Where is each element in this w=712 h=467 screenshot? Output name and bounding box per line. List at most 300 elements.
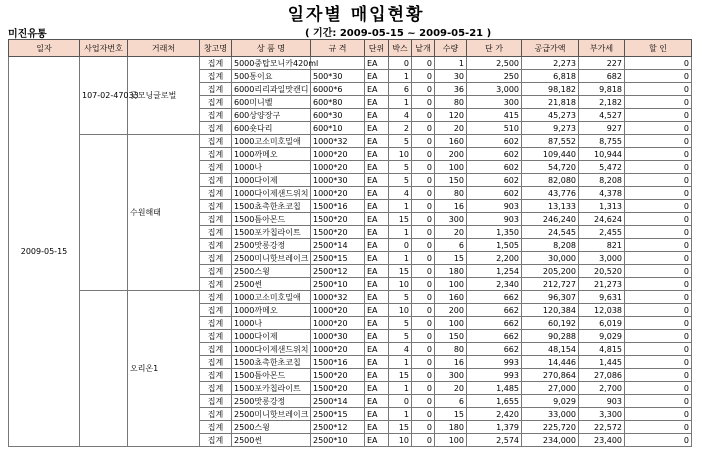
warehouse-cell: 집계	[200, 382, 232, 395]
spec-cell: 1000*32	[311, 135, 365, 148]
spec-cell: 6000*6	[311, 83, 365, 96]
unit-price-cell: 602	[467, 148, 522, 161]
piece-cell: 0	[412, 343, 435, 356]
unit-cell: EA	[365, 161, 389, 174]
piece-cell: 0	[412, 148, 435, 161]
supply-amount-cell: 82,080	[522, 174, 579, 187]
vat-cell: 9,029	[579, 330, 625, 343]
vendor-cell: 오리온1	[128, 291, 200, 447]
warehouse-cell: 집계	[200, 174, 232, 187]
product-name-cell: 1000나	[232, 161, 311, 174]
unit-price-cell: 662	[467, 330, 522, 343]
product-name-cell: 1000고소미호밀애	[232, 135, 311, 148]
unit-cell: EA	[365, 356, 389, 369]
col-header: 부가세	[579, 40, 625, 57]
warehouse-cell: 집계	[200, 96, 232, 109]
warehouse-cell: 집계	[200, 291, 232, 304]
unit-cell: EA	[365, 83, 389, 96]
product-name-cell: 600미니벨	[232, 96, 311, 109]
vat-cell: 9,818	[579, 83, 625, 96]
report-title: 일자별 매입현황	[287, 5, 425, 25]
spec-cell: 1000*32	[311, 291, 365, 304]
spec-cell: 1000*20	[311, 304, 365, 317]
vat-cell: 22,572	[579, 421, 625, 434]
purchase-table	[8, 39, 692, 447]
header-row	[9, 40, 692, 57]
vat-cell: 927	[579, 122, 625, 135]
quantity-cell: 16	[435, 200, 467, 213]
discount-cell: 0	[625, 226, 692, 239]
piece-cell: 0	[412, 70, 435, 83]
unit-price-cell: 602	[467, 174, 522, 187]
unit-cell: EA	[365, 252, 389, 265]
warehouse-cell: 집계	[200, 122, 232, 135]
supply-amount-cell: 14,446	[522, 356, 579, 369]
discount-cell: 0	[625, 83, 692, 96]
box-cell: 0	[389, 395, 412, 408]
product-name-cell: 1000다이제	[232, 330, 311, 343]
piece-cell: 0	[412, 187, 435, 200]
supply-amount-cell: 30,000	[522, 252, 579, 265]
vat-cell: 8,755	[579, 135, 625, 148]
warehouse-cell: 집계	[200, 187, 232, 200]
col-header: 사업자번호	[80, 40, 128, 57]
box-cell: 5	[389, 135, 412, 148]
box-cell: 15	[389, 369, 412, 382]
supply-amount-cell: 87,552	[522, 135, 579, 148]
discount-cell: 0	[625, 70, 692, 83]
box-cell: 15	[389, 421, 412, 434]
product-name-cell: 2500스윙	[232, 265, 311, 278]
unit-price-cell: 662	[467, 317, 522, 330]
company-name: 미진유통	[8, 29, 47, 40]
vat-cell: 3,300	[579, 408, 625, 421]
supply-amount-cell: 205,200	[522, 265, 579, 278]
quantity-cell: 150	[435, 330, 467, 343]
warehouse-cell: 집계	[200, 278, 232, 291]
discount-cell: 0	[625, 356, 692, 369]
vat-cell: 821	[579, 239, 625, 252]
box-cell: 1	[389, 382, 412, 395]
vat-cell: 3,000	[579, 252, 625, 265]
spec-cell: 2500*15	[311, 252, 365, 265]
piece-cell: 0	[412, 421, 435, 434]
discount-cell: 0	[625, 330, 692, 343]
box-cell: 4	[389, 187, 412, 200]
supply-amount-cell: 21,818	[522, 96, 579, 109]
spec-cell: 1500*20	[311, 226, 365, 239]
product-name-cell: 1000까메오	[232, 148, 311, 161]
quantity-cell: 80	[435, 187, 467, 200]
piece-cell: 0	[412, 291, 435, 304]
piece-cell: 0	[412, 239, 435, 252]
unit-cell: EA	[365, 304, 389, 317]
unit-cell: EA	[365, 317, 389, 330]
unit-price-cell: 1,350	[467, 226, 522, 239]
discount-cell: 0	[625, 395, 692, 408]
warehouse-cell: 집계	[200, 434, 232, 447]
product-name-cell: 1500쵸촉한초코칩	[232, 356, 311, 369]
discount-cell: 0	[625, 252, 692, 265]
quantity-cell: 20	[435, 382, 467, 395]
discount-cell: 0	[625, 265, 692, 278]
quantity-cell: 100	[435, 434, 467, 447]
piece-cell: 0	[412, 135, 435, 148]
report-period: ( 기간: 2009-05-15 ~ 2009-05-21 )	[305, 28, 492, 39]
unit-price-cell: 2,340	[467, 278, 522, 291]
col-header: 규 격	[311, 40, 365, 57]
table-row	[9, 291, 692, 304]
unit-cell: EA	[365, 369, 389, 382]
product-name-cell: 1500틈아몬드	[232, 369, 311, 382]
col-header: 창고명	[200, 40, 232, 57]
supply-amount-cell: 9,273	[522, 122, 579, 135]
vat-cell: 6,019	[579, 317, 625, 330]
unit-cell: EA	[365, 96, 389, 109]
unit-price-cell: 2,574	[467, 434, 522, 447]
discount-cell: 0	[625, 109, 692, 122]
unit-price-cell: 2,500	[467, 57, 522, 70]
discount-cell: 0	[625, 421, 692, 434]
vat-cell: 682	[579, 70, 625, 83]
vat-cell: 4,527	[579, 109, 625, 122]
unit-price-cell: 300	[467, 96, 522, 109]
table-row	[9, 57, 692, 70]
vat-cell: 1,313	[579, 200, 625, 213]
supply-amount-cell: 48,154	[522, 343, 579, 356]
supply-amount-cell: 24,545	[522, 226, 579, 239]
col-header: 할 인	[625, 40, 692, 57]
unit-price-cell: 415	[467, 109, 522, 122]
product-name-cell: 600숏다리	[232, 122, 311, 135]
col-header: 수량	[435, 40, 467, 57]
piece-cell: 0	[412, 408, 435, 421]
supply-amount-cell: 120,384	[522, 304, 579, 317]
quantity-cell: 80	[435, 96, 467, 109]
spec-cell: 1500*20	[311, 369, 365, 382]
unit-cell: EA	[365, 265, 389, 278]
vat-cell: 12,038	[579, 304, 625, 317]
unit-price-cell: 510	[467, 122, 522, 135]
quantity-cell: 160	[435, 291, 467, 304]
piece-cell: 0	[412, 278, 435, 291]
unit-cell: EA	[365, 408, 389, 421]
quantity-cell: 100	[435, 161, 467, 174]
product-name-cell: 1500포카칩라이트	[232, 226, 311, 239]
supply-amount-cell: 96,307	[522, 291, 579, 304]
box-cell: 1	[389, 356, 412, 369]
spec-cell: 1500*20	[311, 213, 365, 226]
warehouse-cell: 집계	[200, 148, 232, 161]
piece-cell: 0	[412, 174, 435, 187]
quantity-cell: 200	[435, 148, 467, 161]
box-cell: 10	[389, 304, 412, 317]
unit-price-cell: 1,485	[467, 382, 522, 395]
product-name-cell: 2500맛롱강정	[232, 395, 311, 408]
vat-cell: 23,400	[579, 434, 625, 447]
warehouse-cell: 집계	[200, 83, 232, 96]
box-cell: 1	[389, 70, 412, 83]
unit-price-cell: 602	[467, 135, 522, 148]
warehouse-cell: 집계	[200, 369, 232, 382]
vat-cell: 4,378	[579, 187, 625, 200]
box-cell: 15	[389, 265, 412, 278]
quantity-cell: 15	[435, 408, 467, 421]
unit-price-cell: 602	[467, 161, 522, 174]
col-header: 일자	[9, 40, 80, 57]
unit-cell: EA	[365, 148, 389, 161]
vendor-cell: 수원해태	[128, 135, 200, 291]
piece-cell: 0	[412, 213, 435, 226]
unit-price-cell: 903	[467, 213, 522, 226]
discount-cell: 0	[625, 278, 692, 291]
box-cell: 1	[389, 226, 412, 239]
unit-cell: EA	[365, 213, 389, 226]
warehouse-cell: 집계	[200, 421, 232, 434]
product-name-cell: 2500미니핫브레이크	[232, 408, 311, 421]
product-name-cell: 1000다이제샌드위치	[232, 343, 311, 356]
spec-cell	[311, 57, 365, 70]
product-name-cell: 1000고소미호밀애	[232, 291, 311, 304]
box-cell: 4	[389, 343, 412, 356]
supply-amount-cell: 270,864	[522, 369, 579, 382]
piece-cell: 0	[412, 57, 435, 70]
supply-amount-cell: 6,818	[522, 70, 579, 83]
box-cell: 4	[389, 109, 412, 122]
warehouse-cell: 집계	[200, 395, 232, 408]
quantity-cell: 180	[435, 421, 467, 434]
unit-cell: EA	[365, 291, 389, 304]
piece-cell: 0	[412, 317, 435, 330]
discount-cell: 0	[625, 317, 692, 330]
piece-cell: 0	[412, 304, 435, 317]
unit-price-cell: 3,000	[467, 83, 522, 96]
box-cell: 1	[389, 200, 412, 213]
box-cell: 5	[389, 330, 412, 343]
discount-cell: 0	[625, 291, 692, 304]
warehouse-cell: 집계	[200, 317, 232, 330]
supply-amount-cell: 109,440	[522, 148, 579, 161]
supply-amount-cell: 54,720	[522, 161, 579, 174]
col-header: 단 가	[467, 40, 522, 57]
product-name-cell: 2500썬	[232, 434, 311, 447]
piece-cell: 0	[412, 161, 435, 174]
supply-amount-cell: 33,000	[522, 408, 579, 421]
unit-cell: EA	[365, 434, 389, 447]
supply-amount-cell: 9,029	[522, 395, 579, 408]
piece-cell: 0	[412, 109, 435, 122]
spec-cell: 1000*20	[311, 187, 365, 200]
spec-cell: 600*30	[311, 109, 365, 122]
spec-cell: 2500*12	[311, 265, 365, 278]
spec-cell: 2500*10	[311, 434, 365, 447]
piece-cell: 0	[412, 83, 435, 96]
quantity-cell: 15	[435, 252, 467, 265]
warehouse-cell: 집계	[200, 304, 232, 317]
unit-price-cell: 662	[467, 291, 522, 304]
quantity-cell: 120	[435, 109, 467, 122]
unit-cell: EA	[365, 135, 389, 148]
box-cell: 15	[389, 213, 412, 226]
quantity-cell: 100	[435, 317, 467, 330]
vat-cell: 227	[579, 57, 625, 70]
warehouse-cell: 집계	[200, 252, 232, 265]
quantity-cell: 180	[435, 265, 467, 278]
product-name-cell: 2500썬	[232, 278, 311, 291]
piece-cell: 0	[412, 382, 435, 395]
vat-cell: 903	[579, 395, 625, 408]
supply-amount-cell: 234,000	[522, 434, 579, 447]
product-name-cell: 6000리리과일맛캔디	[232, 83, 311, 96]
unit-price-cell: 662	[467, 304, 522, 317]
unit-cell: EA	[365, 278, 389, 291]
discount-cell: 0	[625, 135, 692, 148]
piece-cell: 0	[412, 369, 435, 382]
warehouse-cell: 집계	[200, 135, 232, 148]
business-number-cell: 107-02-47033	[80, 57, 128, 135]
piece-cell: 0	[412, 330, 435, 343]
warehouse-cell: 집계	[200, 161, 232, 174]
spec-cell: 1000*30	[311, 330, 365, 343]
supply-amount-cell: 90,288	[522, 330, 579, 343]
unit-cell: EA	[365, 382, 389, 395]
quantity-cell: 20	[435, 122, 467, 135]
spec-cell: 1500*20	[311, 382, 365, 395]
warehouse-cell: 집계	[200, 109, 232, 122]
piece-cell: 0	[412, 252, 435, 265]
unit-price-cell: 2,420	[467, 408, 522, 421]
box-cell: 1	[389, 408, 412, 421]
supply-amount-cell: 27,000	[522, 382, 579, 395]
unit-price-cell: 662	[467, 343, 522, 356]
discount-cell: 0	[625, 434, 692, 447]
box-cell: 5	[389, 317, 412, 330]
discount-cell: 0	[625, 369, 692, 382]
unit-cell: EA	[365, 395, 389, 408]
quantity-cell: 150	[435, 174, 467, 187]
discount-cell: 0	[625, 382, 692, 395]
table-row	[9, 135, 692, 148]
spec-cell: 2500*14	[311, 395, 365, 408]
quantity-cell: 20	[435, 226, 467, 239]
col-header: 낱개	[412, 40, 435, 57]
product-name-cell: 500통이요	[232, 70, 311, 83]
date-cell: 2009-05-15	[9, 57, 80, 447]
unit-cell: EA	[365, 200, 389, 213]
unit-cell: EA	[365, 109, 389, 122]
warehouse-cell: 집계	[200, 330, 232, 343]
box-cell: 2	[389, 122, 412, 135]
unit-cell: EA	[365, 70, 389, 83]
spec-cell: 2500*14	[311, 239, 365, 252]
col-header: 박스	[389, 40, 412, 57]
discount-cell: 0	[625, 239, 692, 252]
box-cell: 5	[389, 161, 412, 174]
unit-cell: EA	[365, 239, 389, 252]
product-name-cell: 1000까메오	[232, 304, 311, 317]
unit-cell: EA	[365, 122, 389, 135]
spec-cell: 2500*12	[311, 421, 365, 434]
supply-amount-cell: 60,192	[522, 317, 579, 330]
piece-cell: 0	[412, 434, 435, 447]
box-cell: 1	[389, 252, 412, 265]
vendor-cell: 굿모닝글로벌	[128, 57, 200, 135]
product-name-cell: 1500틈아몬드	[232, 213, 311, 226]
warehouse-cell: 집계	[200, 70, 232, 83]
product-name-cell: 1000다이제	[232, 174, 311, 187]
product-name-cell: 2500미니핫브레이크	[232, 252, 311, 265]
spec-cell: 1000*20	[311, 343, 365, 356]
supply-amount-cell: 13,133	[522, 200, 579, 213]
unit-price-cell: 1,505	[467, 239, 522, 252]
vat-cell: 2,455	[579, 226, 625, 239]
piece-cell: 0	[412, 122, 435, 135]
box-cell: 1	[389, 96, 412, 109]
discount-cell: 0	[625, 304, 692, 317]
vat-cell: 5,472	[579, 161, 625, 174]
spec-cell: 2500*10	[311, 278, 365, 291]
vat-cell: 4,815	[579, 343, 625, 356]
piece-cell: 0	[412, 226, 435, 239]
supply-amount-cell: 225,720	[522, 421, 579, 434]
unit-price-cell: 2,200	[467, 252, 522, 265]
box-cell: 10	[389, 278, 412, 291]
product-name-cell: 2500맛롱강정	[232, 239, 311, 252]
supply-amount-cell: 43,776	[522, 187, 579, 200]
piece-cell: 0	[412, 200, 435, 213]
unit-cell: EA	[365, 57, 389, 70]
quantity-cell: 300	[435, 369, 467, 382]
box-cell: 10	[389, 148, 412, 161]
warehouse-cell: 집계	[200, 408, 232, 421]
supply-amount-cell: 45,273	[522, 109, 579, 122]
spec-cell: 600*80	[311, 96, 365, 109]
spec-cell: 1000*30	[311, 174, 365, 187]
unit-cell: EA	[365, 187, 389, 200]
box-cell: 6	[389, 83, 412, 96]
quantity-cell: 6	[435, 395, 467, 408]
vat-cell: 1,445	[579, 356, 625, 369]
spec-cell: 1500*16	[311, 200, 365, 213]
vat-cell: 24,624	[579, 213, 625, 226]
warehouse-cell: 집계	[200, 213, 232, 226]
spec-cell: 1000*20	[311, 317, 365, 330]
discount-cell: 0	[625, 57, 692, 70]
quantity-cell: 6	[435, 239, 467, 252]
piece-cell: 0	[412, 356, 435, 369]
spec-cell: 1500*16	[311, 356, 365, 369]
col-header: 거래처	[128, 40, 200, 57]
spec-cell: 600*10	[311, 122, 365, 135]
vat-cell: 21,273	[579, 278, 625, 291]
box-cell: 0	[389, 239, 412, 252]
spec-cell: 1000*20	[311, 148, 365, 161]
warehouse-cell: 집계	[200, 343, 232, 356]
spec-cell: 1000*20	[311, 161, 365, 174]
supply-amount-cell: 2,273	[522, 57, 579, 70]
box-cell: 10	[389, 434, 412, 447]
vat-cell: 2,700	[579, 382, 625, 395]
product-name-cell: 600상양장구	[232, 109, 311, 122]
quantity-cell: 1	[435, 57, 467, 70]
discount-cell: 0	[625, 343, 692, 356]
col-header: 공급가액	[522, 40, 579, 57]
quantity-cell: 36	[435, 83, 467, 96]
quantity-cell: 200	[435, 304, 467, 317]
discount-cell: 0	[625, 122, 692, 135]
supply-amount-cell: 8,208	[522, 239, 579, 252]
unit-price-cell: 993	[467, 369, 522, 382]
